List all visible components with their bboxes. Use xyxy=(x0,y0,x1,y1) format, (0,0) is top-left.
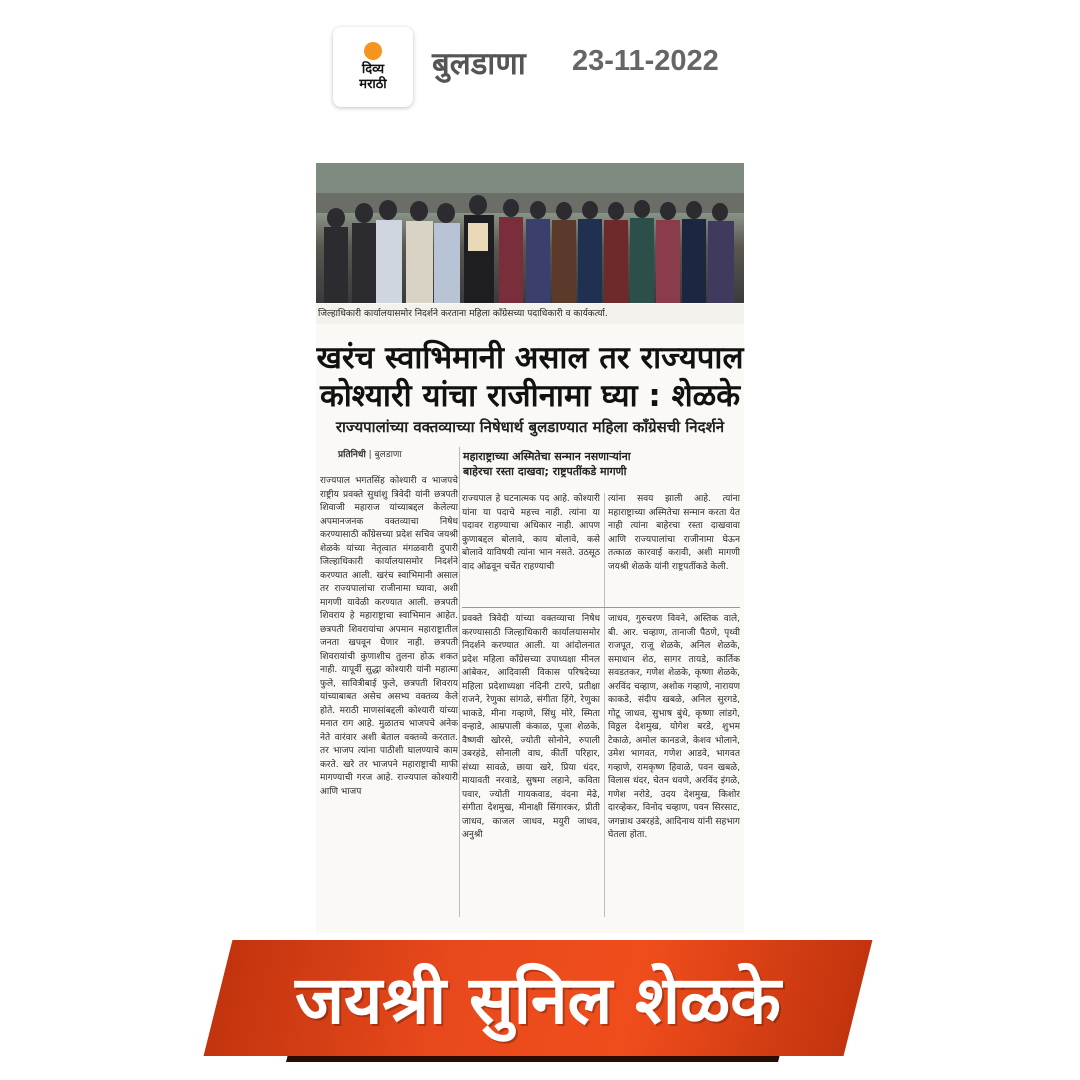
article-headline xyxy=(316,339,744,415)
headline-line-1: खरंच स्वाभिमानी असाल तर राज्यपाल xyxy=(316,340,744,376)
headline-line-2: कोश्यारी यांचा राजीनामा घ्या : शेळके xyxy=(319,378,741,414)
logo-line-2: मराठी xyxy=(359,77,387,92)
protest-photo-illustration xyxy=(316,163,744,303)
article-column-3-bottom: जाधव, गुरुचरण विवने, अस्तिक वाले, बी. आर. चव्हाण, तानाजी पैठणे, पृथ्वी राजपूत, राजू शेळके, अनिल शेळके, समाधान शेठ, सागर तायडे, कार्तिक सवडतकर, गणेश शेळके, कृष्णा शेळके, अरविंद चव्हाण, अशोक गव्हाणे, नारायण काकडे, संदीप खबळे, अनिल सुरगडे, गोटू जाधव, सुभाष बुंधे, कृष्णा लांडगे, विठ्ठल देशमुख, योगेश बरडे, शुभम टेकाळे, अमोल कानडजे, केशव भोलाने, उमेश भागवत, गणेश आडवे, भागवत गव्हाणे, रामकृष्ण हिवाळे, पवन खबळे, विलास धंदर, चेतन धवणे, अरविंद इंगळे, गणेश नरोडे, उदय देशमुख, किशोर दारव्हेकर, विनोद चव्हाण, पवन सिरसाट, जगन्नाथ उबरहंडे, आदिनाथ यांनी सहभाग घेतला होता. xyxy=(608,614,740,840)
article-column-1: राज्यपाल भगतसिंह कोश्यारी व भाजपचे राष्ट्रीय प्रवक्ते सुधांशु त्रिवेदी यांनी छत्रपती शिवाजी महाराज यांच्याबद्दल केलेल्या अपमानजनक वक्तव्याचा निषेध करण्यासाठी काँग्रेसच्या प्रदेश सचिव जयश्री शेळके यांच्या नेतृत्वात मंगळवारी दुपारी जिल्हाधिकारी कार्यालयासमोर निदर्शने करण्यात आली. खरंच स्वाभिमानी असाल तर राज्यपालांचा राजीनामा घ्यावा, अशी मागणी यावेळी करण्यात आली. छत्रपती शिवराय हे महाराष्ट्राचा स्वाभिमान आहेत. छत्रपती शिवरायांचा अपमान महाराष्ट्रातील जनता खपवून घेणार नाही. छत्रपती शिवरायांची कुणाशीच तुलना होऊ शकत नाही. यापूर्वी सुद्धा कोश्यारी यांनी महात्मा फुले, सावित्रीबाई फुले, छत्रपती शिवराय यांच्याबाबत असेच असभ्य वक्तव्य केले होते. मराठी माणसांबद्दली कोश्यारी यांच्या मनात राग आहे. मुळातच भाजपचे अनेक नेते वारंवार अशी बेताल वक्तव्ये करतात. तर भाजप त्यांना पाठीशी घालण्याचे काम करते. खरे तर भाजपने महाराष्ट्राची माफी मागण्याची गरज आहे. राज्यपाल कोश्यारी आणि भाजप xyxy=(320,476,458,797)
article-column-3-top: त्यांना सवय झाली आहे. त्यांना महाराष्ट्राच्या अस्मितेचा सन्मान करता येत नाही त्यांना बाहेरचा रस्ता दाखवावा आणि राज्यपालांचा राजीनामा घेऊन तत्काळ कारवाई करावी, अशी मागणी जयश्री शेळके यांनी राष्ट्रपतींकडे केली. xyxy=(608,494,740,572)
article-column-2-top: राज्यपाल हे घटनात्मक पद आहे. कोश्यारी यांना या पदाचे महत्त्व नाही. त्यांना या पदावर राहण्याचा अधिकार नाही. आपण कुणाबद्दल बोलावे, काय बोलावे, कसे बोलावे याविषयी त्यांना भान नसते. उठसूठ वाद ओढवून चर्चेत राहण्याची xyxy=(462,494,600,572)
byline-place: बुलडाणा xyxy=(374,450,402,460)
column-divider xyxy=(459,447,460,917)
article-column-2-bottom: प्रवक्ते त्रिवेदी यांच्या वक्तव्याचा निषेध करण्यासाठी जिल्हाधिकारी कार्यालयासमोर निदर्शने करण्यात आली. या आंदोलनात प्रदेश महिला काँग्रेसच्या उपाध्यक्षा मीनल आंबेकर, आदिवासी विकास परिषदेच्या महिला प्रदेशाध्यक्षा नंदिनी टारपे, प्रतीक्षा राजने, रेणुका सांगळे, संगीता हिंगे, रेणुका भाकडे, मीना गव्हाणे, सिंधु मोरे, स्मिता वन्हाडे, आम्रपाली कंकाळ, पूजा शेळके, वैष्णवी खोरसे, ज्योती सोनोने, रुपाली उबरहंडे, सोनाली वाघ, कीर्ती परिहार, संध्या सावळे, छाया खरे, प्रिया धंदर, मायावती नरवाडे, सुषमा लहाने, कविता पवार, ज्योती गायकवाड, वंदना मेढे, संगीता देशमुख, मीनाक्षी सिंगारकर, प्रीती जाधव, काजल जाधव, मयुरी जाधव, अनुश्री xyxy=(462,614,600,840)
byline-label: प्रतिनिधी xyxy=(338,450,366,460)
sidebar-box-title: महाराष्ट्राच्या अस्मितेचा सन्मान नसणाऱ्यांना बाहेरचा रस्ता दाखवा; राष्ट्रपतींकडे मागणी xyxy=(463,450,631,478)
divya-marathi-logo xyxy=(333,27,413,107)
newspaper-clipping xyxy=(316,163,744,933)
edition-date: 23-11-2022 xyxy=(572,45,719,77)
photo-caption: जिल्हाधिकारी कार्यालयासमोर निदर्शने करताना महिला काँग्रेसच्या पदाधिकारी व कार्यकर्त्या. xyxy=(316,304,744,324)
banner-name: जयश्री सुनिल शेळके xyxy=(295,962,781,1039)
section-divider xyxy=(462,607,740,608)
protest-photo xyxy=(316,163,744,303)
logo-line-1: दिव्य xyxy=(361,62,385,77)
article-subheadline: राज्यपालांच्या वक्तव्याच्या निषेधार्थ बुलडाण्यात महिला काँग्रेसची निदर्शने xyxy=(335,418,725,436)
byline: प्रतिनिधी | बुलडाणा xyxy=(338,450,402,460)
edition-city: बुलडाणा xyxy=(432,46,526,82)
sun-icon xyxy=(364,42,382,60)
column-divider xyxy=(604,493,605,917)
